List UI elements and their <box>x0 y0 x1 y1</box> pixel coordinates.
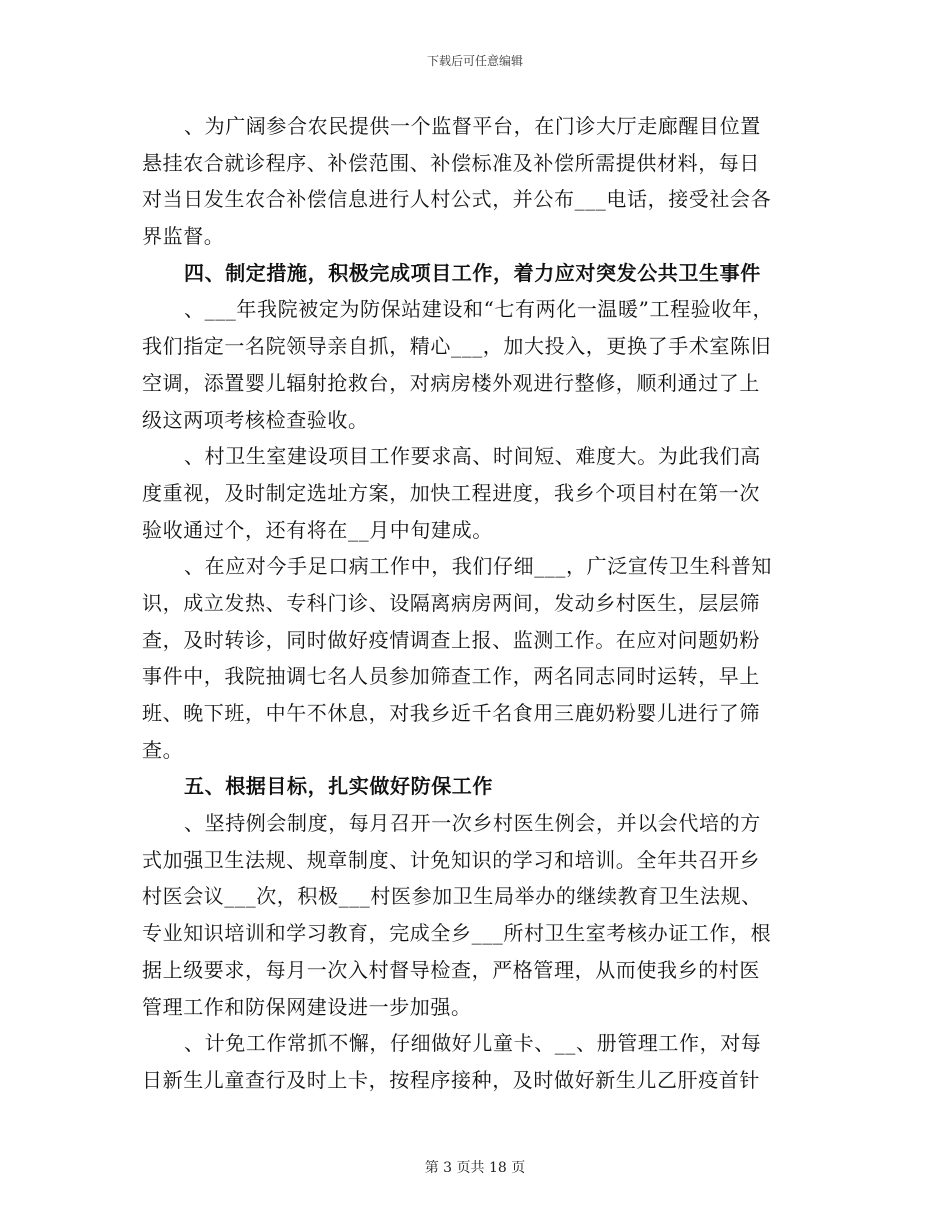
page-footer: 第 3 页共 18 页 <box>424 1160 526 1176</box>
text-line: 空调，添置婴儿辐射抢救台，对病房楼外观进行整修，顺利通过了上 <box>142 370 760 395</box>
text-line: 对当日发生农合补偿信息进行人村公式，并公布___电话，接受社会各 <box>142 187 772 212</box>
text-line: 验收通过个，还有将在__月中旬建成。 <box>142 517 493 542</box>
text-line: 管理工作和防保网建设进一步加强。 <box>142 994 472 1019</box>
text-line: 、___年我院被定为防保站建设和“七有两化一温暖”工程验收年， <box>184 297 774 322</box>
text-line: 日新生儿童查行及时上卡，按程序接种，及时做好新生儿乙肝疫首针 <box>142 1067 760 1092</box>
text-line: 、为广阔参合农民提供一个监督平台，在门诊大厅走廊醒目位置 <box>184 114 761 138</box>
text-line: 级这两项考核检查验收。 <box>142 407 369 432</box>
text-line: 班、晚下班，中午不休息，对我乡近千名食用三鹿奶粉婴儿进行了筛 <box>142 701 760 725</box>
text-line: 悬挂农合就诊程序、补偿范围、补偿标准及补偿所需提供材料，每日 <box>142 150 760 175</box>
document-body <box>142 108 812 1099</box>
text-line: 我们指定一名院领导亲自抓，精心___，加大投入，更换了手术室陈旧 <box>142 334 772 359</box>
text-line: 识，成立发热、专科门诊、设隔离病房两间，发动乡村医生，层层筛 <box>142 590 760 615</box>
text-line: 据上级要求，每月一次入村督导检查，严格管理，从而使我乡的村医 <box>142 957 760 982</box>
text-line: 查，及时转诊，同时做好疫情调查上报、监测工作。在应对问题奶粉 <box>142 627 760 652</box>
section-heading: 四、制定措施，积极完成项目工作，着力应对突发公共卫生事件 <box>184 260 761 285</box>
text-line: 村医会议___次，积极___村医参加卫生局举办的继续教育卫生法规、 <box>142 884 762 909</box>
text-line: 、在应对今手足口病工作中，我们仔细___，广泛宣传卫生科普知 <box>184 554 772 579</box>
text-line: 界监督。 <box>142 224 225 249</box>
page-header: 下载后可任意编辑 <box>426 54 523 68</box>
text-line: 、计免工作常抓不懈，仔细做好儿童卡、__、册管理工作，对每 <box>184 1031 762 1056</box>
text-line: 专业知识培训和学习教育，完成全乡___所村卫生室考核办证工作，根 <box>142 921 772 946</box>
text-line: 事件中，我院抽调七名人员参加筛查工作，两名同志同时运转，早上 <box>142 664 760 689</box>
text-line: 、村卫生室建设项目工作要求高、时间短、难度大。为此我们高 <box>184 444 761 469</box>
section-heading: 五、根据目标，扎实做好防保工作 <box>184 774 493 799</box>
text-line: 度重视，及时制定选址方案，加快工程进度，我乡个项目村在第一次 <box>142 480 760 505</box>
text-line: 式加强卫生法规、规章制度、计免知识的学习和培训。全年共召开乡 <box>142 847 760 872</box>
text-line: 查。 <box>142 737 184 762</box>
text-line: 、坚持例会制度，每月召开一次乡村医生例会，并以会代培的方 <box>184 811 761 836</box>
